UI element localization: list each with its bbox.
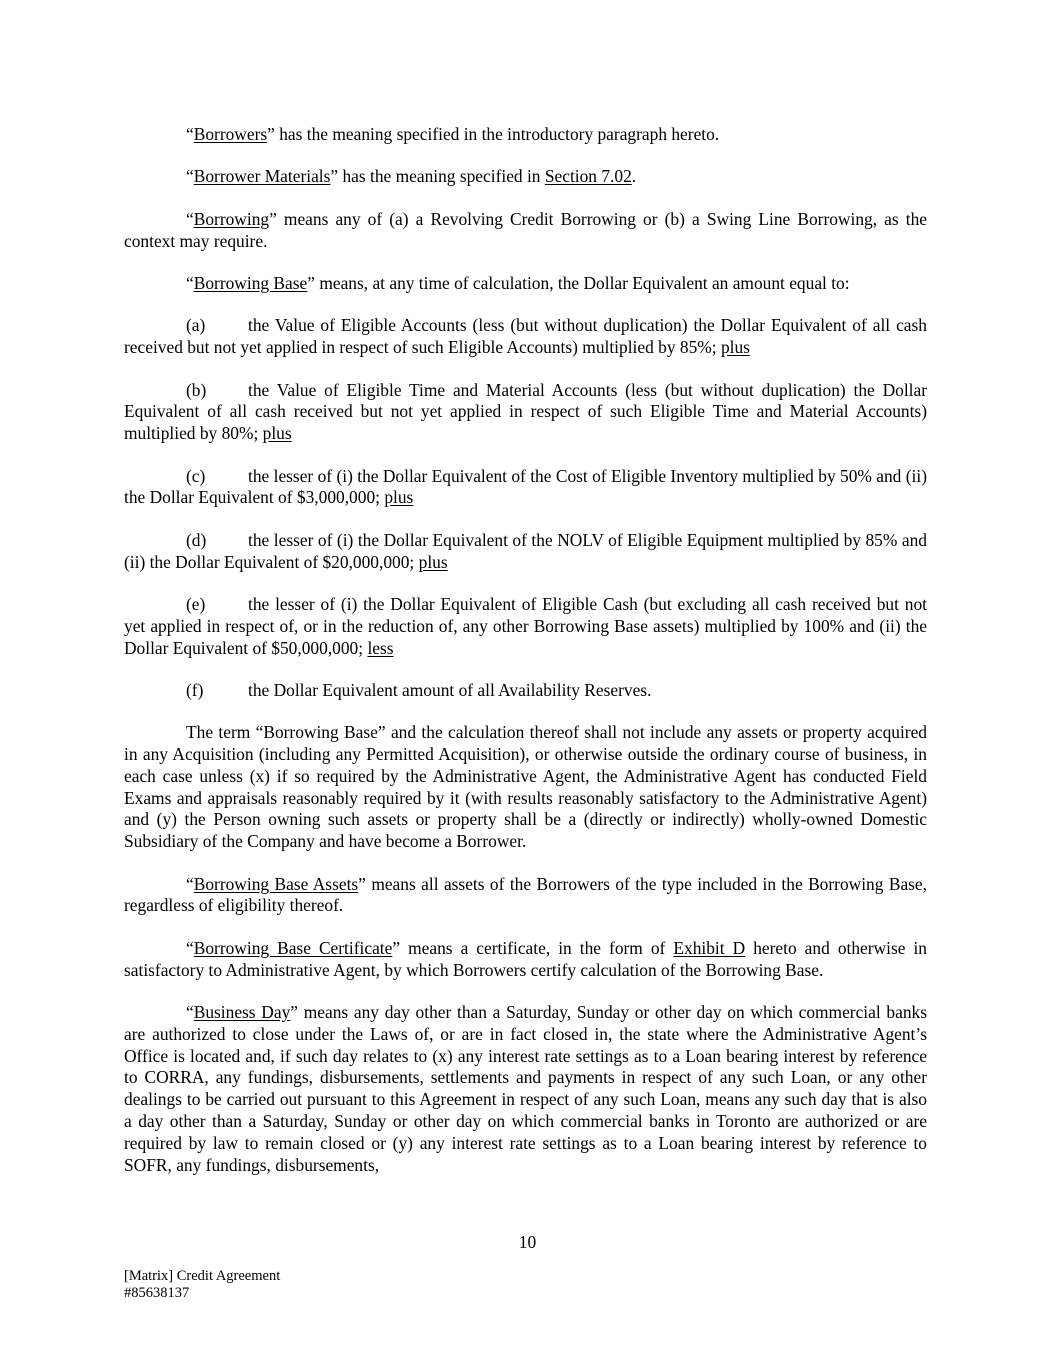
definition-borrowing: “Borrowing” means any of (a) a Revolving Credit Borrowing or (b) a Swing Line Borrowing, as the context may require. bbox=[124, 208, 927, 251]
borrowing-base-closing-paragraph: The term “Borrowing Base” and the calculation thereof shall not include any assets or property acquired in any Acquisition (including any Permitted Acquisition), or otherwise outside the ordinary course of business, in each case unless (x) if so required by the Administrative Agent, the Administrative Agent has conducted Field Exams and appraisals reasonably required by it (with results reasonably satisfactory to the Administrative Agent) and (y) the Person owning such assets or property shall be a (directly or indirectly) wholly-owned Domestic Subsidiary of the Company and have become a Borrower. bbox=[124, 722, 927, 852]
definition-business-day: “Business Day” means any day other than a Saturday, Sunday or other day on which commercial banks are authorized to close under the Laws of, or are in fact closed in, the state where the Administrative Agent’s Office is located and, if such day relates to (x) any interest rate settings as to a Loan bearing interest by reference to CORRA, any fundings, disbursements, settlements and payments in respect of any such Loan, or any other dealings to be carried out pursuant to this Agreement in respect of any such Loan, means any such day that is also a day other than a Saturday, Sunday or other day on which commercial banks in Toronto are authorized or are required by law to remain closed or (y) any interest rate settings as to a Loan bearing interest by reference to SOFR, any fundings, disbursements, bbox=[124, 1002, 927, 1175]
definition-borrowing-base-certificate: “Borrowing Base Certificate” means a certificate, in the form of Exhibit D hereto and otherwise in satisfactory to Administrative Agent, by which Borrowers certify calculation of the Borrowing Base. bbox=[124, 937, 927, 980]
defined-term: Borrowing Base Certificate bbox=[193, 937, 393, 958]
item-label: (c) bbox=[186, 465, 206, 486]
defined-term: Borrowers bbox=[193, 124, 268, 144]
item-label: (b) bbox=[186, 379, 207, 400]
item-label: (d) bbox=[186, 529, 207, 550]
conjunction: plus bbox=[418, 551, 448, 572]
conjunction: plus bbox=[384, 487, 414, 508]
borrowing-base-item-f: (f) the Dollar Equivalent amount of all Availability Reserves. bbox=[186, 679, 652, 700]
conjunction: plus bbox=[262, 423, 292, 444]
borrowing-base-item-d: (d) the lesser of (i) the Dollar Equivalent of the NOLV of Eligible Equipment multiplied by 85% and (ii) the Dollar Equivalent of $20,000,000; plus bbox=[124, 529, 927, 572]
borrowing-base-item-c: (c) the lesser of (i) the Dollar Equivalent of the Cost of Eligible Inventory multiplied by 50% and (ii) the Dollar Equivalent of $3,000,000; plus bbox=[124, 465, 927, 508]
definition-borrowing-base-assets: “Borrowing Base Assets” means all assets of the Borrowers of the type included in the Borrowing Base, regardless of eligibility thereof. bbox=[124, 873, 927, 916]
item-label: (a) bbox=[186, 315, 206, 336]
defined-term: Borrowing Base Assets bbox=[193, 873, 359, 894]
footer-title: [Matrix] Credit Agreement bbox=[124, 1268, 281, 1284]
definition-borrower-materials: “Borrower Materials” has the meaning specified in Section 7.02. bbox=[186, 166, 637, 187]
item-label: (e) bbox=[186, 593, 206, 614]
item-label: (f) bbox=[186, 679, 204, 700]
section-reference: Section 7.02 bbox=[544, 166, 632, 187]
defined-term: Borrowing Base bbox=[193, 272, 308, 293]
definition-borrowers: “Borrowers” has the meaning specified in the introductory paragraph hereto. bbox=[186, 124, 720, 144]
defined-term: Business Day bbox=[193, 1002, 291, 1023]
page-number: 10 bbox=[518, 1232, 537, 1252]
conjunction: plus bbox=[720, 337, 750, 358]
exhibit-reference: Exhibit D bbox=[673, 937, 746, 958]
document-footer bbox=[124, 1268, 280, 1302]
borrowing-base-item-b: (b) the Value of Eligible Time and Material Accounts (less (but without duplication) the Dollar Equivalent of all cash received but not yet applied in respect of such Eligible Time and Material Accounts) multiplied by 80%; plus bbox=[124, 379, 927, 444]
document-body bbox=[124, 124, 927, 1197]
footer-doc-id: #85638137 bbox=[124, 1285, 190, 1301]
conjunction: less bbox=[367, 637, 394, 658]
defined-term: Borrower Materials bbox=[193, 166, 331, 187]
defined-term: Borrowing bbox=[193, 208, 270, 229]
definition-borrowing-base: “Borrowing Base” means, at any time of calculation, the Dollar Equivalent an amount equal to: bbox=[186, 272, 850, 293]
borrowing-base-item-e: (e) the lesser of (i) the Dollar Equivalent of Eligible Cash (but excluding all cash received but not yet applied in respect of, or in the reduction of, any other Borrowing Base assets) multiplied by 100% and (ii) the Dollar Equivalent of $50,000,000; less bbox=[124, 593, 927, 658]
borrowing-base-item-a: (a) the Value of Eligible Accounts (less (but without duplication) the Dollar Equivalent of all cash received but not yet applied in respect of such Eligible Accounts) multiplied by 85%; plus bbox=[124, 315, 927, 358]
